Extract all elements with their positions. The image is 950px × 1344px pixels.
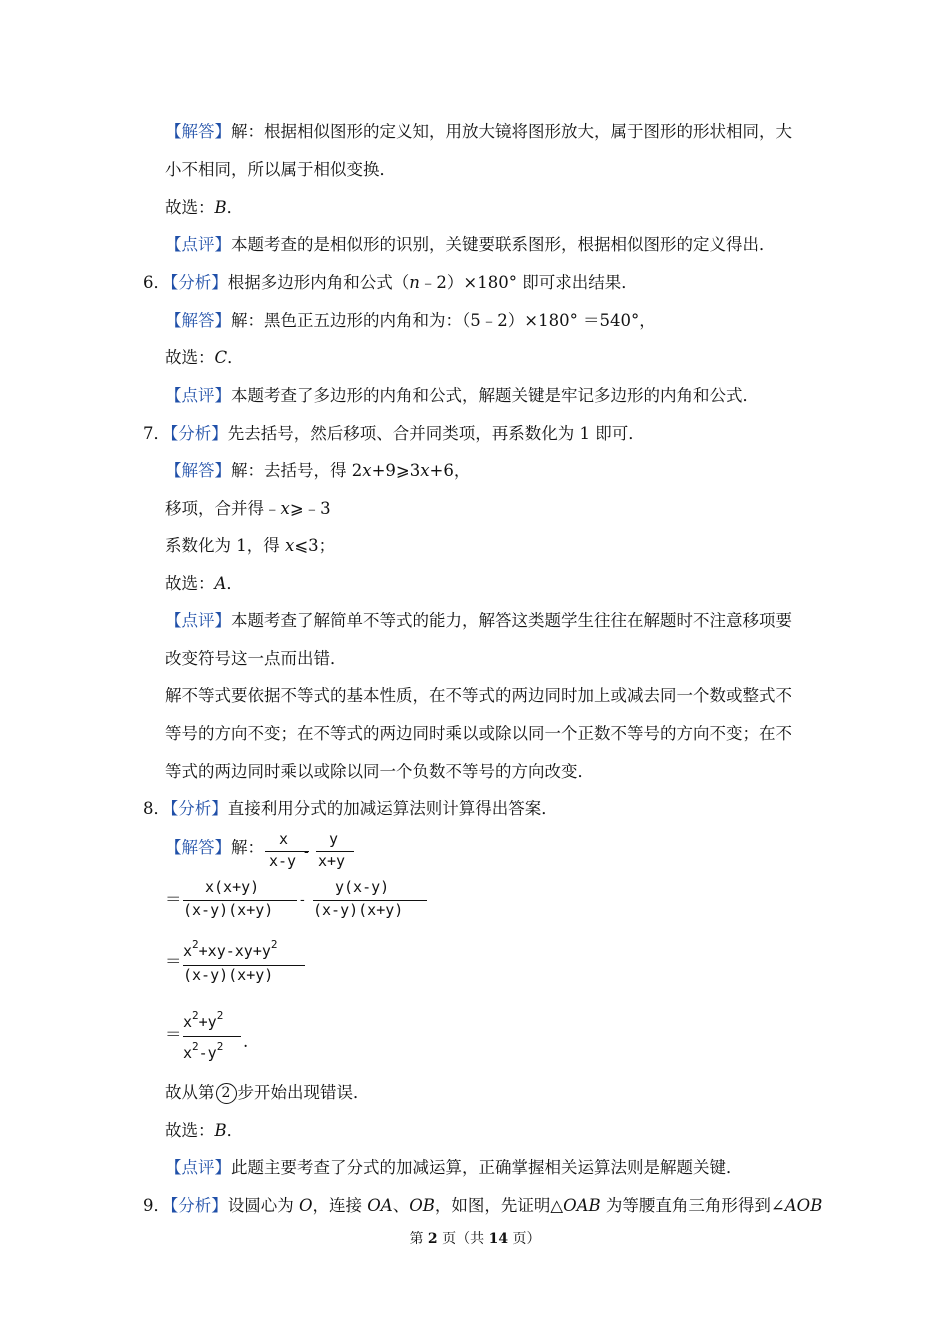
expr4-equals: ＝ <box>165 1025 182 1044</box>
expr3-frac <box>183 936 308 990</box>
answer-line <box>165 120 792 144</box>
q6-comment-line <box>165 384 759 408</box>
choice-punct: ． <box>226 1121 244 1140</box>
exponent: 2 <box>192 938 199 951</box>
expr2-frac-right <box>313 878 431 924</box>
analysis-tag: 【分析】 <box>170 424 228 443</box>
expr4-frac <box>183 1006 243 1066</box>
comment-text: 本题考查的是相似形的识别，关键要联系图形，根据相似图形的定义得出． <box>231 235 776 254</box>
choice-option: A <box>214 574 227 593</box>
analysis-text: 、 <box>392 1196 410 1215</box>
answer-tag: 【解答】 <box>165 311 231 330</box>
fraction-bar <box>183 1036 241 1037</box>
numerator: y <box>329 830 339 848</box>
point-o: O <box>299 1196 313 1215</box>
analysis-text: 直接利用分式的加减运算法则计算得出答案． <box>227 799 558 818</box>
answer-tag: 【解答】 <box>165 838 231 857</box>
choice-option: B <box>214 198 227 217</box>
footer-text: 页） <box>508 1231 541 1247</box>
triangle-oab: OAB <box>563 1196 601 1215</box>
q7-comment-continuation: 改变符号这一点而出错． <box>165 649 347 668</box>
plus-y: +y <box>198 1013 217 1031</box>
answer-text: 解：去括号，得 2 <box>231 461 363 480</box>
choice-punct: ． <box>226 198 244 217</box>
segment-oa: OA <box>367 1196 393 1215</box>
page-footer <box>0 1228 950 1248</box>
step-text: 移项，合并得﹣ <box>165 499 281 518</box>
analysis-text: 先去括号，然后移项、合并同类项，再系数化为 1 即可． <box>227 424 645 443</box>
comment-text: 此题主要考查了分式的加减运算，正确掌握相关运算法则是解题关键． <box>231 1158 743 1177</box>
comment-tag: 【点评】 <box>165 386 231 405</box>
denominator <box>183 1040 224 1062</box>
answer-text: 解：根据相似图形的定义知，用放大镜将图形放大，属于图形的形状相同，大 <box>231 122 792 141</box>
comment-text: 本题考查了解简单不等式的能力，解答这类题学生往往在解题时不注意移项要 <box>231 611 792 630</box>
variable-x: x <box>280 499 290 518</box>
q9-analysis-line <box>143 1194 822 1218</box>
expr3-equals: ＝ <box>165 952 182 971</box>
analysis-tag: 【分析】 <box>170 799 228 818</box>
exponent: 2 <box>192 1040 199 1053</box>
denominator: x-y <box>269 852 297 870</box>
page-number: 2 <box>427 1231 438 1247</box>
q8-choice-line <box>165 1119 243 1143</box>
exponent: 2 <box>216 1009 224 1022</box>
answer-tag: 【解答】 <box>165 122 231 141</box>
expr1-operator: - <box>304 844 309 860</box>
q8-analysis-line <box>143 797 558 821</box>
step-text: 系数化为 1，得 <box>165 536 285 555</box>
q7-note-line-3: 等式的两边同时乘以或除以同一个负数不等号的方向改变． <box>165 762 594 781</box>
answer-tag: 【解答】 <box>165 461 231 480</box>
expr1-frac-left <box>265 830 309 874</box>
answer-text-mid: +9⩾3 <box>371 461 421 480</box>
denominator: x+y <box>318 852 346 870</box>
q6-answer-line <box>165 309 656 333</box>
q6-analysis-line <box>143 271 638 295</box>
analysis-text: 根据多边形内角和公式（ <box>227 273 410 292</box>
step-text-end: ⩽3； <box>294 536 336 555</box>
comment-tag: 【点评】 <box>165 235 231 254</box>
footer-text: 第 <box>409 1231 428 1247</box>
variable-x: x <box>420 461 430 480</box>
choice-label: 故选： <box>165 1121 215 1140</box>
expr4-period: . <box>243 1032 249 1051</box>
total-pages: 14 <box>488 1231 509 1247</box>
answer-continuation: 小不相同，所以属于相似变换． <box>165 160 396 179</box>
base-x: x <box>183 1013 193 1031</box>
numerator <box>183 938 278 960</box>
choice-punct: ． <box>226 574 243 593</box>
q7-comment-line <box>165 609 792 633</box>
analysis-tag: 【分析】 <box>170 273 228 292</box>
expr2-operator: - <box>300 892 305 908</box>
q7-step-move <box>165 497 331 521</box>
variable-x: x <box>285 536 295 555</box>
analysis-text: 为等腰直角三角形得到∠ <box>600 1196 785 1215</box>
choice-line <box>165 196 243 220</box>
segment-ob: OB <box>409 1196 435 1215</box>
choice-label: 故选： <box>165 348 215 367</box>
step-text-end: 步开始出现错误． <box>237 1083 370 1102</box>
denominator: (x-y)(x+y) <box>313 901 404 919</box>
expr2-equals: ＝ <box>165 890 182 909</box>
q7-choice-line <box>165 572 243 596</box>
choice-option: C <box>214 348 228 367</box>
answer-text-end: +6， <box>429 461 471 480</box>
numerator: y(x-y) <box>335 878 390 896</box>
analysis-text: 设圆心为 <box>227 1196 299 1215</box>
q8-error-step-line <box>165 1081 370 1105</box>
comment-line <box>165 233 776 257</box>
answer-text: 解：黑色正五边形的内角和为：（5﹣2）×180° ＝540°， <box>231 311 656 330</box>
question-number: 8． <box>143 799 170 818</box>
analysis-tag: 【分析】 <box>170 1196 228 1215</box>
expr2-frac-left <box>183 878 301 924</box>
choice-punct: ． <box>227 348 244 367</box>
comment-tag: 【点评】 <box>165 611 231 630</box>
answer-text: 解： <box>231 838 264 857</box>
q8-comment-line <box>165 1156 743 1180</box>
base-x: x <box>183 942 193 960</box>
choice-option: B <box>214 1121 227 1140</box>
exponent: 2 <box>270 938 278 951</box>
variable-n: n <box>409 273 420 292</box>
expr1-frac-right <box>316 830 356 874</box>
q7-answer-line <box>165 459 470 483</box>
middle-terms: +xy-xy+y <box>198 942 271 960</box>
angle-aob: AOB <box>784 1196 823 1215</box>
q7-note-line-1: 解不等式要依据不等式的基本性质，在不等式的两边同时加上或减去同一个数或整式不 <box>165 686 792 705</box>
minus-y: -y <box>198 1044 217 1062</box>
analysis-text: ，如图，先证明△ <box>434 1196 564 1215</box>
circled-number: 2 <box>216 1083 237 1104</box>
comment-text: 本题考查了多边形的内角和公式，解题关键是牢记多边形的内角和公式． <box>231 386 759 405</box>
numerator: x <box>279 830 289 848</box>
base-x: x <box>183 1044 193 1062</box>
analysis-text: ，连接 <box>312 1196 368 1215</box>
q7-analysis-line <box>143 422 645 446</box>
q8-answer-line <box>165 836 264 860</box>
denominator: (x-y)(x+y) <box>183 966 274 984</box>
q7-note-line-2: 等号的方向不变；在不等式的两边同时乘以或除以同一个正数不等号的方向不变；在不 <box>165 724 792 743</box>
choice-label: 故选： <box>165 198 215 217</box>
choice-label: 故选： <box>165 574 215 593</box>
question-number: 7． <box>143 424 170 443</box>
question-number: 9． <box>143 1196 170 1215</box>
analysis-text-end: ﹣2）×180° 即可求出结果． <box>419 273 638 292</box>
q6-choice-line <box>165 346 244 370</box>
denominator: (x-y)(x+y) <box>183 901 274 919</box>
comment-tag: 【点评】 <box>165 1158 231 1177</box>
question-number: 6． <box>143 273 170 292</box>
exponent: 2 <box>192 1009 199 1022</box>
variable-x: x <box>362 461 372 480</box>
numerator: x(x+y) <box>205 878 260 896</box>
q7-step-coef <box>165 534 335 558</box>
numerator <box>183 1009 224 1031</box>
step-text-end: ⩾﹣3 <box>289 499 331 518</box>
step-text: 故从第 <box>165 1083 215 1102</box>
exponent: 2 <box>216 1040 224 1053</box>
footer-text: 页（共 <box>437 1231 489 1247</box>
